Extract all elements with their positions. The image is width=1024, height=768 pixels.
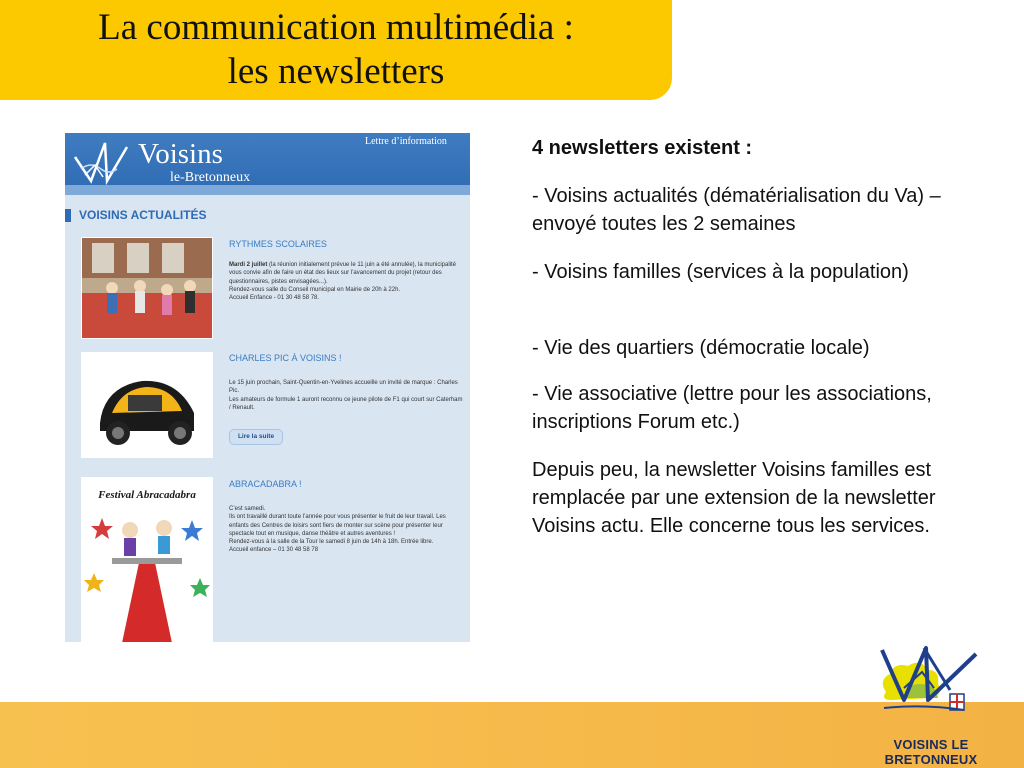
slide-title-line1: La communication multimédia :: [98, 7, 574, 48]
section-title: VOISINS ACTUALITÉS: [79, 208, 207, 222]
card-title: ABRACADABRA !: [229, 479, 302, 489]
list-item: - Voisins familles (services à la population): [532, 261, 909, 283]
festival-poster: [81, 477, 213, 642]
card-title: CHARLES PIC À VOISINS !: [229, 353, 342, 363]
card-body-text-2: Ils ont travaillé durant toute l’année pour vous présenter le fruit de leur travail. Les enfants des Centres de loisirs sont fiers de monter sur scène pour présenter leur spectacle tout en musique, danse théâtre et autres aventures !: [229, 514, 446, 537]
voisins-logo-icon: [864, 644, 994, 724]
slide-title-line2: les newsletters: [227, 51, 445, 92]
voisins-small-logo-icon: [71, 139, 137, 187]
list-item: - Vie des quartiers (démocratie locale): [532, 337, 870, 359]
card-body: [229, 379, 465, 412]
car-photo: [81, 352, 213, 458]
card-body-text-2: Rendez-vous salle du Conseil municipal en Mairie de 20h à 22h.: [229, 286, 401, 293]
content-paragraph: Depuis peu, la newsletter Voisins familles est remplacée par une extension de la newsletter Voisins actu. Elle concerne tous les services.: [532, 459, 936, 537]
card-body-text: C’est samedi.: [229, 506, 266, 512]
card-body-text-3: Accueil Enfance - 01 30 48 58 78.: [229, 295, 320, 302]
newsletter-header-label: Lettre d’information: [365, 136, 447, 147]
card-body-text: (la réunion initialement prévue le 11 juin a été annulée), la municipalité vous convie afin de faire un état des lieux sur l’avancement du projet (retour des questionnaires, pistes envisagées...).: [229, 262, 457, 285]
newsletter-brand: Voisins: [138, 138, 223, 170]
title-banner: [0, 0, 672, 100]
newsletter-preview: [65, 133, 470, 642]
card-title: RYTHMES SCOLAIRES: [229, 239, 327, 249]
card-body: [229, 261, 465, 302]
school-photo: [81, 237, 213, 339]
card-body: [229, 505, 465, 555]
slide-title: [0, 6, 672, 94]
section-marker: [65, 209, 71, 222]
newsletter-brand-sub: le-Bretonneux: [170, 170, 251, 185]
card-body-text-2: Les amateurs de formule 1 auront reconnu ce jeune pilote de F1 qui court sur Caterham / Renault.: [229, 396, 463, 411]
card-body-text: Le 15 juin prochain, Saint-Quentin-en-Yvelines accueille un invité de marque : Charles Pic.: [229, 380, 458, 395]
card-body-lead: Mardi 2 juillet: [229, 262, 268, 268]
footer-brand-name: VOISINS LE BRETONNEUX: [884, 737, 978, 767]
content-heading: 4 newsletters existent :: [532, 137, 753, 159]
card-body-text-4: Accueil enfance – 01 30 48 58 78: [229, 547, 319, 554]
poster-title: Festival Abracadabra: [98, 489, 196, 501]
read-more-button[interactable]: Lire la suite: [229, 429, 283, 445]
list-item: - Vie associative (lettre pour les associations, inscriptions Forum etc.): [532, 383, 932, 433]
card-body-text-3: Rendez-vous à la salle de la Tour le samedi 8 juin de 14h à 18h. Entrée libre.: [229, 539, 434, 546]
list-item: - Voisins actualités (dématérialisation du Va) – envoyé toutes les 2 semaines: [532, 185, 941, 235]
